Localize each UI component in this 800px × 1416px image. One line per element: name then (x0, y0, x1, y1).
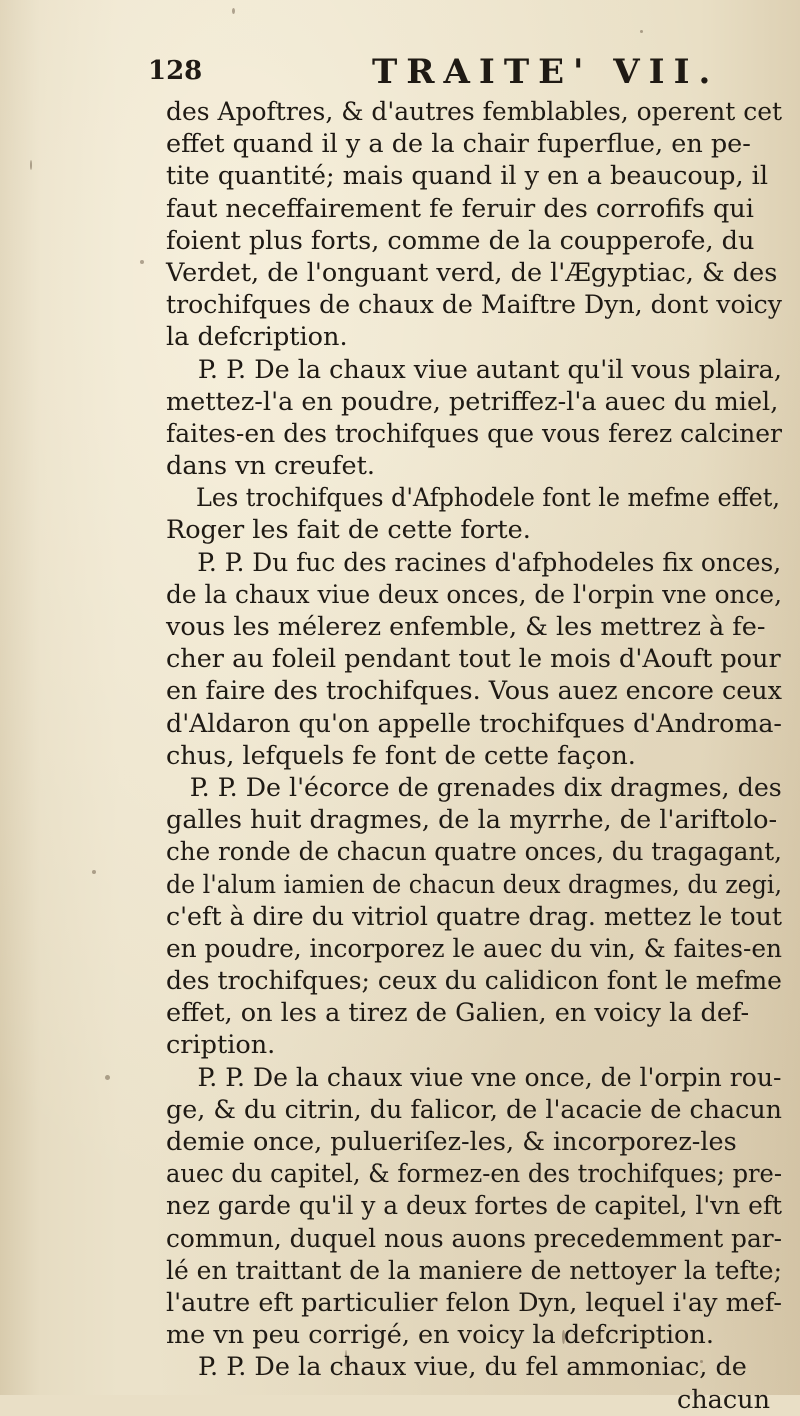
text-line: c'eft à dire du vitriol quatre drag. mettez le tout (166, 901, 782, 932)
text-line: de l'alum iamien de chacun deux dragmes, du zegi, (166, 869, 782, 900)
text-line: dans vn creufet. (166, 451, 375, 482)
text-line: Roger les fait de cette forte. (166, 515, 531, 546)
text-line: la defcription. (166, 322, 348, 353)
text-line: vous les mélerez enfemble, & les mettrez à fe- (166, 612, 766, 642)
text-line: lé en traittant de la maniere de nettoyer la tefte; (166, 1255, 782, 1286)
text-line: chus, lefquels fe font de cette façon. (166, 740, 636, 771)
text-line: l'autre eft particulier felon Dyn, lequel i'ay mef- (166, 1287, 782, 1318)
text-line: faites-en des trochifques que vous ferez calciner (166, 418, 783, 449)
text-line: P. P. De l'écorce de grenades dix dragmes, des (189, 772, 782, 803)
text-line: de la chaux viue deux onces, de l'orpin vne once, (166, 579, 782, 610)
text-line: ge, & du citrin, du falicor, de l'acacie de chacun (166, 1094, 783, 1125)
text-line: des Apoftres, & d'autres femblables, operent cet (166, 97, 783, 127)
text-line: P. P. De la chaux viue, du fel ammoniac, de (198, 1352, 747, 1383)
text-line: galles huit dragmes, de la myrrhe, de l'ariftolo- (166, 805, 778, 836)
text-line: commun, duquel nous auons precedemment par- (166, 1223, 783, 1254)
page-header (140, 52, 780, 96)
text-line: Verdet, de l'onguant verd, de l'Ægyptiac, & des (166, 257, 778, 288)
text-line: P. P. De la chaux viue vne once, de l'orpin rou- (197, 1062, 782, 1093)
catchword: chacun (676, 1384, 770, 1415)
text-line: en poudre, incorporez le auec du vin, & faites-en (166, 933, 783, 964)
text-line: trochifques de chaux de Maiftre Dyn, dont voicy (166, 290, 783, 321)
text-line: demie once, pulueriſez-les, & incorporez-les (166, 1127, 737, 1157)
text-line: cher au foleil pendant tout le mois d'Aouft pour (166, 644, 781, 675)
text-line: mettez-l'a en poudre, petriffez-l'a auec du miel, (166, 386, 779, 417)
text-line: nez garde qu'il y a deux fortes de capitel, l'vn eft (166, 1191, 783, 1222)
text-line: Les trochifques d'Afphodele font le mefme effet, (195, 483, 780, 514)
text-line: d'Aldaron qu'on appelle trochifques d'Androma- (166, 708, 782, 739)
text-line: me vn peu corrigé, en voicy la defcription. (166, 1320, 714, 1351)
text-line: effet quand il y a de la chair fuperflue, en pe- (166, 129, 751, 160)
text-line: en faire des trochifques. Vous auez encore ceux (166, 676, 782, 707)
text-line: effet, on les a tirez de Galien, en voicy la def- (166, 998, 750, 1029)
text-line: P. P. Du fuc des racines d'afphodeles fix onces, (197, 547, 782, 578)
body-text (166, 96, 786, 1416)
text-line: foient plus forts, comme de la coupperofe, du (166, 225, 755, 256)
text-line: faut neceffairement fe feruir des corrofifs qui (166, 193, 754, 224)
text-line: che ronde de chacun quatre onces, du tragagant, (166, 837, 782, 868)
page-number: 128 (148, 56, 203, 86)
text-line: des trochifques; ceux du calidicon font le mefme (166, 966, 782, 997)
text-line: auec du capitel, & formez-en des trochifques; pre- (166, 1159, 783, 1190)
text-line: P. P. De la chaux viue autant qu'il vous plaira, (197, 354, 782, 385)
text-line: tite quantité; mais quand il y en a beaucoup, il (166, 161, 768, 192)
running-title: TRAITE' VII. (372, 52, 720, 92)
text-line: cription. (166, 1030, 276, 1061)
